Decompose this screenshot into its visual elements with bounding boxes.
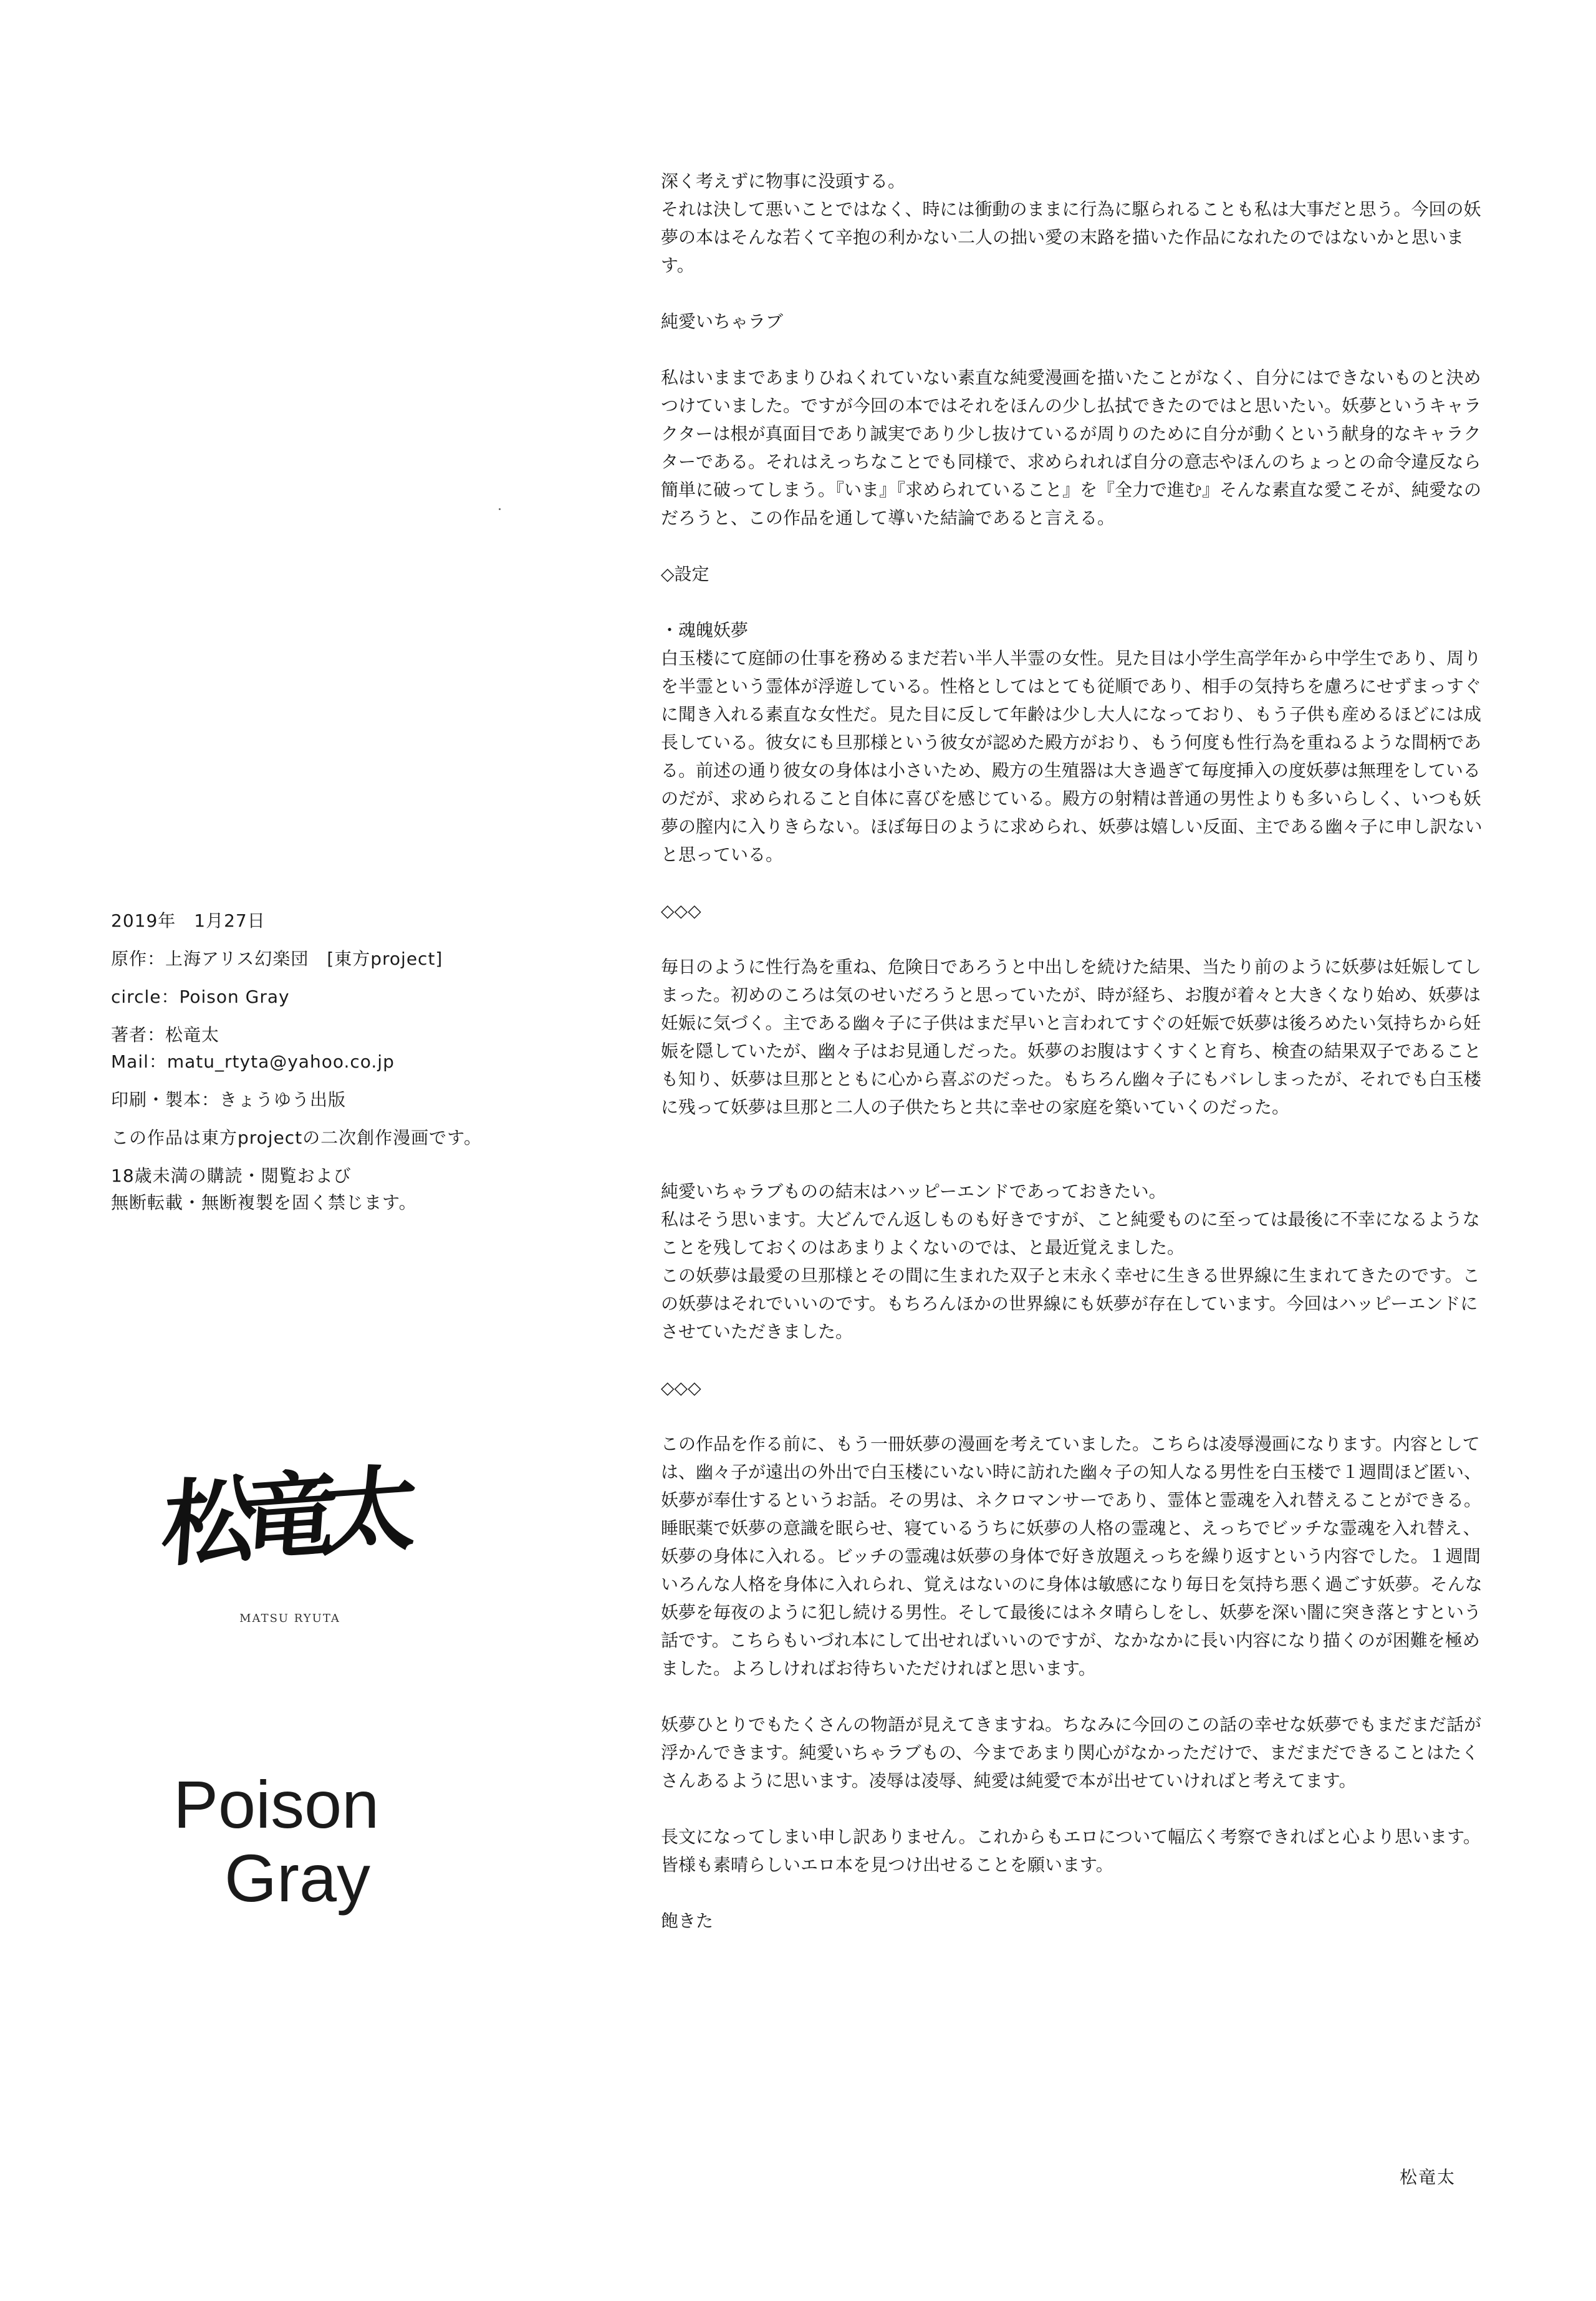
author-signature: 松竜太	[1400, 2167, 1456, 2188]
logo-calligraphy: 松竜太	[158, 1454, 408, 1581]
colophon	[111, 907, 610, 1227]
logo-subtitle: MATSU RYUTA	[239, 1612, 340, 1625]
colophon-author: 著者：松竜太	[111, 1025, 220, 1045]
section-separator: ◇◇◇	[661, 1377, 701, 1398]
colophon-age-notice-2: 無断転載・無断複製を固く禁じます。	[111, 1192, 417, 1213]
afterword-paragraph: 長文になってしまい申し訳ありません。これからもエロについて幅広く考察できればと心より思います。皆様も素晴らしいエロ本を見つけ出せることを願います。	[661, 1826, 1481, 1875]
wordmark-line-2: Gray	[224, 1840, 371, 1916]
afterword-paragraph: 私はいままであまりひねくれていない素直な純愛漫画を描いたことがなく、自分にはできないものと決めつけていました。ですが今回の本ではそれをほんの少し払拭できたのではと思いたい。妖夢というキャラクターは根が真面目であり誠実であり少し抜けているが周りのために自分が動くという献身的なキャラクターである。それはえっちなことでも同様で、求められれば自分の意志やほんのちょっとの命令違反なら簡単に破ってしまう。『いま』『求められていること』を『全力で進む』そんな素直な愛こそが、純愛なのだろうと、この作品を通して導いた結論であると言える。	[661, 367, 1482, 528]
scan-speck	[499, 508, 501, 510]
colophon-printer: 印刷・製本：きょうゆう出版	[111, 1089, 347, 1110]
colophon-mail: Mail：matu_rtyta@yahoo.co.jp	[111, 1051, 395, 1072]
afterword-closing: 飽きた	[661, 1911, 714, 1931]
section-heading-settei: ◇設定	[661, 564, 709, 584]
colophon-original-work: 原作：上海アリス幻楽団 [東方project]	[111, 948, 443, 969]
afterword-paragraph: 純愛いちゃラブものの結末はハッピーエンドであっておきたい。 私はそう思います。大どんでん返しものも好きですが、こと純愛ものに至っては最後に不幸になるようなことを残しておくのはあまりよくないのでは、と最近覚えました。 この妖夢は最愛の旦那様とその間に生まれた双子と末永く幸せに生きる世界線に生まれてきたのです。この妖夢はそれでいいのです。もちろんほかの世界線にも妖夢が存在しています。今回はハッピーエンドにさせていただきました。	[661, 1181, 1480, 1342]
author-logo	[153, 1416, 415, 1640]
colophon-date: 2019年 1月27日	[111, 910, 266, 931]
afterword-paragraph: この作品を作る前に、もう一冊妖夢の漫画を考えていました。こちらは凌辱漫画になります。内容としては、幽々子が遠出の外出で白玉楼にいない時に訪れた幽々子の知人なる男性を白玉楼で１週間ほど匿い、妖夢が奉仕するというお話。その男は、ネクロマンサーであり、霊体と霊魂を入れ替えることができる。睡眠薬で妖夢の意識を眠らせ、寝ているうちに妖夢の人格の霊魂と、えっちでビッチな霊魂を入れ替え、妖夢の身体に入れる。ビッチの霊魂は妖夢の身体で好き放題えっちを繰り返すという内容でした。１週間いろんな人格を身体に入れられ、覚えはないのに身体は敏感になり毎日を気持ち悪く過ごす妖夢。そんな妖夢を毎夜のように犯し続ける男性。そして最後にはネタ晴らしをし、妖夢を深い闇に突き落とすという話です。こちらもいづれ本にして出せればいいのですが、なかなかに長い内容になり描くのが困難を極めました。よろしければお待ちいただければと思います。	[661, 1434, 1483, 1679]
section-heading-junai: 純愛いちゃラブ	[661, 311, 784, 332]
wordmark-line-1: Poison	[173, 1767, 380, 1842]
circle-wordmark	[173, 1768, 398, 1915]
colophon-notice: この作品は東方projectの二次創作漫画です。	[111, 1127, 482, 1148]
character-description: 白玉楼にて庭師の仕事を務めるまだ若い半人半霊の女性。見た目は小学生高学年から中学生であり、周りを半霊という霊体が浮遊している。性格としてはとても従順であり、相手の気持ちを慮ろにせずまっすぐに聞き入れる素直な女性だ。見た目に反して年齢は少し大人になっており、もう子供も産めるほどには成長している。彼女にも旦那様という彼女が認めた殿方がおり、もう何度も性行為を重ねるような間柄である。前述の通り彼女の身体は小さいため、殿方の生殖器は大き過ぎて毎度挿入の度妖夢は無理をしているのだが、求められること自体に喜びを感じている。殿方の射精は普通の男性よりも多いらしく、いつも妖夢の膣内に入りきらない。ほぼ毎日のように求められ、妖夢は嬉しい反面、主である幽々子に申し訳ないと思っている。	[661, 648, 1483, 865]
afterword-paragraph: 毎日のように性行為を重ね、危険日であろうと中出しを続けた結果、当たり前のように妖夢は妊娠してしまった。初めのころは気のせいだろうと思っていたが、時が経ち、お腹が着々と大きくなり始め、妖夢は妊娠に気づく。主である幽々子に子供はまだ早いと言われてすぐの妊娠で妖夢は後ろめたい気持ちから妊娠を隠していたが、幽々子はお見通しだった。妖夢のお腹はすくすくと育ち、検査の結果双子であることも知り、妖夢は旦那とともに心から喜ぶのだった。もちろん幽々子にもバレしまったが、それでも白玉楼に残って妖夢は旦那と二人の子供たちと共に幸せの家庭を築いていくのだった。	[661, 957, 1482, 1117]
section-separator: ◇◇◇	[661, 900, 701, 921]
colophon-circle: circle：Poison Gray	[111, 986, 290, 1007]
afterword-paragraph: 妖夢ひとりでもたくさんの物語が見えてきますね。ちなみに今回のこの話の幸せな妖夢でもまだまだ話が浮かんできます。純愛いちゃラブもの、今まであまり関心がなかっただけで、まだまだできることはたくさんあるように思います。凌辱は凌辱、純愛は純愛で本が出せていければと考えてます。	[661, 1714, 1482, 1791]
afterword-text	[661, 167, 1484, 1935]
character-heading: ・魂魄妖夢	[661, 620, 749, 640]
afterword-paragraph: 深く考えずに物事に没頭する。 それは決して悪いことではなく、時には衝動のままに行為に駆られることも私は大事だと思う。今回の妖夢の本はそんな若くて辛抱の利かない二人の拙い愛の末路を描いた作品になれたのではないかと思います。	[661, 171, 1481, 276]
colophon-age-notice-1: 18歳未満の購読・閲覧および	[111, 1165, 352, 1186]
